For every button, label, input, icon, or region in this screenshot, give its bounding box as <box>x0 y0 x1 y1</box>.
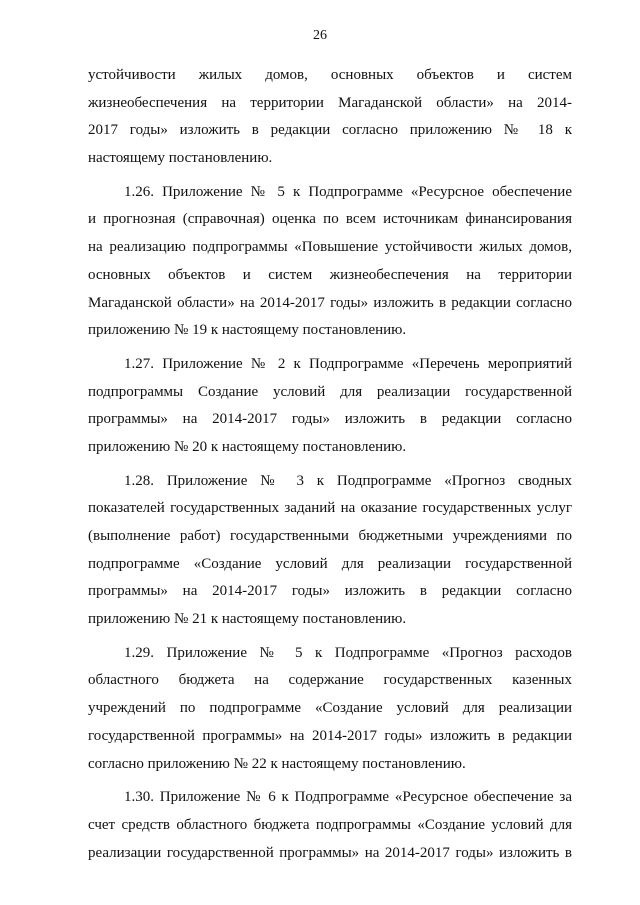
text-line: учреждений по подпрограмме «Создание условий для реализации <box>88 700 572 717</box>
paragraph-1-30-first-line: 1.30. Приложение № 6 к Подпрограмме «Ресурсное обеспечение за <box>124 789 572 806</box>
text-line: государственной программы» на 2014-2017 годы» изложить в редакции <box>88 727 572 744</box>
text-line: основных объектов и систем жизнеобеспечения на территории <box>88 266 572 283</box>
page-number: 26 <box>313 28 327 43</box>
text-line: на реализацию подпрограммы «Повышение устойчивости жилых домов, <box>88 239 572 256</box>
text-line: областного бюджета на содержание государственных казенных <box>88 672 572 689</box>
document-body <box>88 62 572 867</box>
text-line: приложению № 21 к настоящему постановлению. <box>88 611 407 628</box>
text-line: счет средств областного бюджета подпрограммы «Создание условий для <box>88 816 572 833</box>
paragraph-1-29-first-line: 1.29. Приложение № 5 к Подпрограмме «Прогноз расходов <box>124 644 572 661</box>
text-line: подпрограмме «Создание условий для реализации государственной <box>88 555 572 572</box>
text-line: показателей государственных заданий на оказание государственных услуг <box>88 500 572 517</box>
text-line: жизнеобеспечения на территории Магаданской области» на 2014- <box>88 94 572 111</box>
text-line: программы» на 2014-2017 годы» изложить в редакции согласно <box>88 411 572 428</box>
text-line: приложению № 20 к настоящему постановлению. <box>88 438 407 455</box>
text-line: реализации государственной программы» на 2014-2017 годы» изложить в <box>88 844 572 861</box>
text-line: приложению № 19 к настоящему постановлению. <box>88 322 407 339</box>
paragraph-1-28-first-line: 1.28. Приложение № 3 к Подпрограмме «Прогноз сводных <box>124 472 572 489</box>
text-line: 2017 годы» изложить в редакции согласно приложению № 18 к <box>88 122 572 139</box>
text-line: программы» на 2014-2017 годы» изложить в редакции согласно <box>88 583 572 600</box>
text-line: Магаданской области» на 2014-2017 годы» изложить в редакции согласно <box>88 294 572 311</box>
paragraph-1-26-first-line: 1.26. Приложение № 5 к Подпрограмме «Ресурсное обеспечение <box>124 183 572 200</box>
text-line: согласно приложению № 22 к настоящему постановлению. <box>88 755 466 772</box>
text-line: настоящему постановлению. <box>88 150 273 167</box>
paragraph-1-27-first-line: 1.27. Приложение № 2 к Подпрограмме «Перечень мероприятий <box>124 355 572 372</box>
text-line: и прогнозная (справочная) оценка по всем источникам финансирования <box>88 211 572 228</box>
text-line: (выполнение работ) государственными бюджетными учреждениями по <box>88 528 572 544</box>
text-line: подпрограммы Создание условий для реализации государственной <box>88 383 572 400</box>
text-line: устойчивости жилых домов, основных объектов и систем <box>88 67 572 83</box>
